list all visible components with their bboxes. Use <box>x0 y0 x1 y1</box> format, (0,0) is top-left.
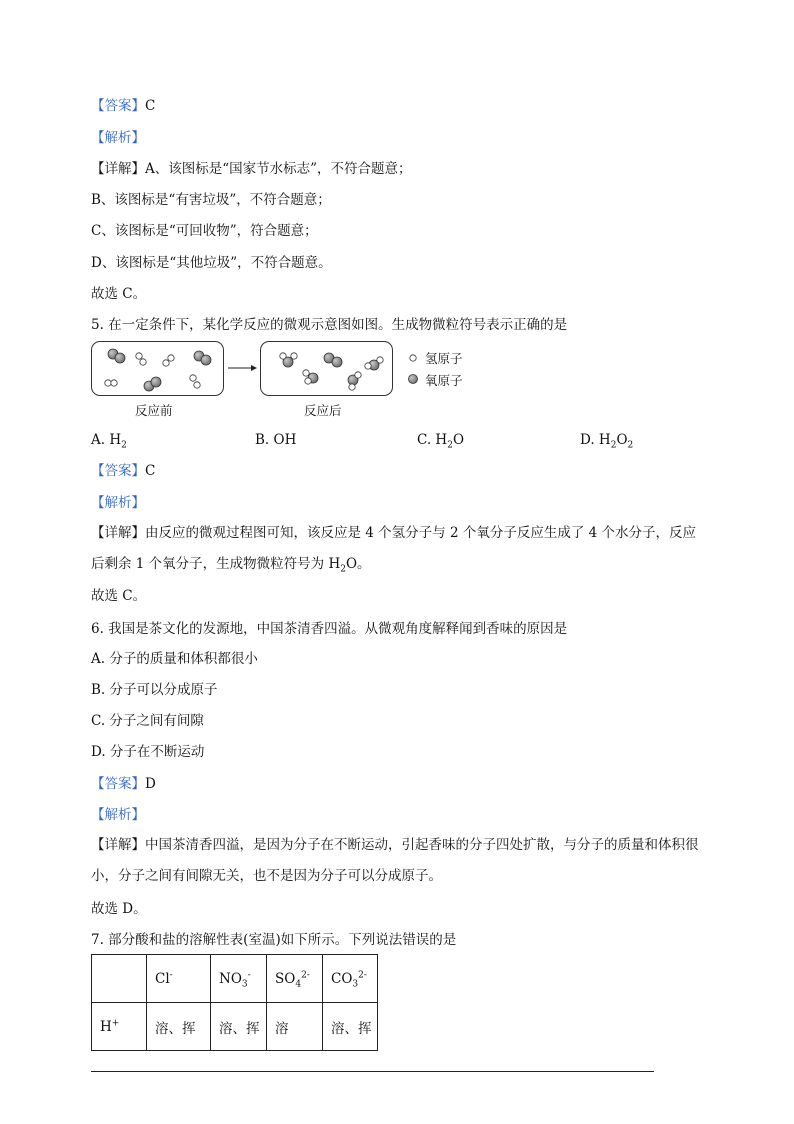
row-label-hydrogen-ion: H+ <box>92 1003 147 1051</box>
table-corner-cell <box>92 955 147 1003</box>
water-molecule <box>365 357 383 370</box>
q4-detail-c: C、该图标是“可回收物”，符合题意； <box>91 223 318 239</box>
table-cell: 溶 <box>267 1003 323 1051</box>
hydrogen-molecule <box>136 353 146 365</box>
legend-oxygen-label: 氧原子 <box>425 373 463 388</box>
page-bottom-rule <box>91 1071 654 1072</box>
legend-hydrogen-label: 氢原子 <box>425 351 463 366</box>
oxygen-molecule <box>324 353 342 367</box>
q6-conclusion: 故选 D。 <box>91 901 147 917</box>
header-sulfate: $SO_4^{2-}$ <box>267 955 323 1003</box>
table-cell: 溶、挥 <box>147 1003 211 1051</box>
q4-detail-a <box>91 160 412 178</box>
oxygen-molecule <box>144 377 161 391</box>
table-cell: 溶、挥 <box>211 1003 267 1051</box>
detail-tag: 【详解】 <box>91 161 145 177</box>
header-nitrate: $NO_3^-$ <box>211 955 267 1003</box>
water-molecule <box>280 353 297 367</box>
answer-tag: 【答案】 <box>91 776 145 792</box>
q6-analysis-line <box>91 806 145 824</box>
q6-option-a: A. 分子的质量和体积都很小 <box>91 651 258 667</box>
q6-detail: 【详解】中国茶清香四溢，是因为分子在不断运动，引起香味的分子四处扩散，与分子的质量和体积很小，分子之间有间隙无关，也不是因为分子可以分成原子。 <box>91 837 699 884</box>
reaction-diagram <box>91 341 511 421</box>
q5-stem: 5. 在一定条件下，某化学反应的微观示意图如图。生成物微粒符号表示正确的是 <box>91 317 568 333</box>
water-molecule <box>303 370 318 384</box>
q6-option-b: B. 分子可以分成原子 <box>91 682 218 698</box>
analysis-tag: 【解析】 <box>91 495 145 511</box>
answer-tag: 【答案】 <box>91 98 145 114</box>
before-label: 反应前 <box>135 403 173 418</box>
table-header-row <box>92 955 378 1003</box>
water-molecule <box>348 372 361 390</box>
q5-analysis-line <box>91 494 145 512</box>
q6-option-c: C. 分子之间有间隙 <box>91 713 204 729</box>
hydrogen-molecule <box>105 380 117 386</box>
q4-detail-d: D、该图标是“其他垃圾”，不符合题意。 <box>91 255 332 271</box>
after-label: 反应后 <box>304 403 342 418</box>
header-chloride: Cl- <box>147 955 211 1003</box>
detail-text: A、该图标是“国家节水标志”，不符合题意； <box>145 161 412 177</box>
q4-conclusion: 故选 C。 <box>91 286 147 302</box>
q7-stem: 7. 部分酸和盐的溶解性表(室温)如下所示。下列说法错误的是 <box>91 932 457 948</box>
analysis-tag: 【解析】 <box>91 130 145 146</box>
answer-value: C <box>145 463 156 479</box>
q6-answer-line <box>91 775 156 793</box>
detail-tag: 【详解】 <box>91 525 145 541</box>
q5-option-b: B. OH <box>255 432 297 448</box>
q5-option-a: A. $H_2$ <box>91 432 127 451</box>
answer-tag: 【答案】 <box>91 463 145 479</box>
oxygen-legend-swatch <box>409 375 418 384</box>
q4-answer-line <box>91 97 155 115</box>
q5-option-d: D. $H_2O_2$ <box>580 432 634 451</box>
table-row <box>92 1003 378 1051</box>
q5-conclusion: 故选 C。 <box>91 588 147 604</box>
q4-detail-b: B、该图标是“有害垃圾”，不符合题意； <box>91 192 331 208</box>
answer-value: D <box>145 776 156 792</box>
q6-stem: 6. 我国是茶文化的发源地，中国茶清香四溢。从微观角度解释闻到香味的原因是 <box>91 621 568 637</box>
oxygen-molecule <box>108 349 125 363</box>
hydrogen-molecule <box>163 355 174 366</box>
oxygen-molecule <box>194 351 211 365</box>
analysis-tag: 【解析】 <box>91 807 145 823</box>
q5-answer-line <box>91 462 155 480</box>
solubility-table <box>91 954 378 1051</box>
detail-tag: 【详解】 <box>91 837 145 853</box>
hydrogen-molecule <box>190 375 200 388</box>
q5-detail: 【详解】由反应的微观过程图可知，该反应是 4 个氢分子与 2 个氧分子反应生成了 4 个水分子，反应后剩余 1 个氧分子，生成物微粒符号为 $H_2O$。 <box>91 525 697 575</box>
q6-option-d: D. 分子在不断运动 <box>91 744 205 760</box>
q5-option-c: C. $H_2O$ <box>417 432 465 451</box>
table-cell: 溶、挥 <box>323 1003 378 1051</box>
hydrogen-legend-swatch <box>410 355 416 361</box>
answer-value: C <box>145 98 156 114</box>
header-carbonate: $CO_3^{2-}$ <box>323 955 378 1003</box>
q4-analysis-line <box>91 129 145 147</box>
